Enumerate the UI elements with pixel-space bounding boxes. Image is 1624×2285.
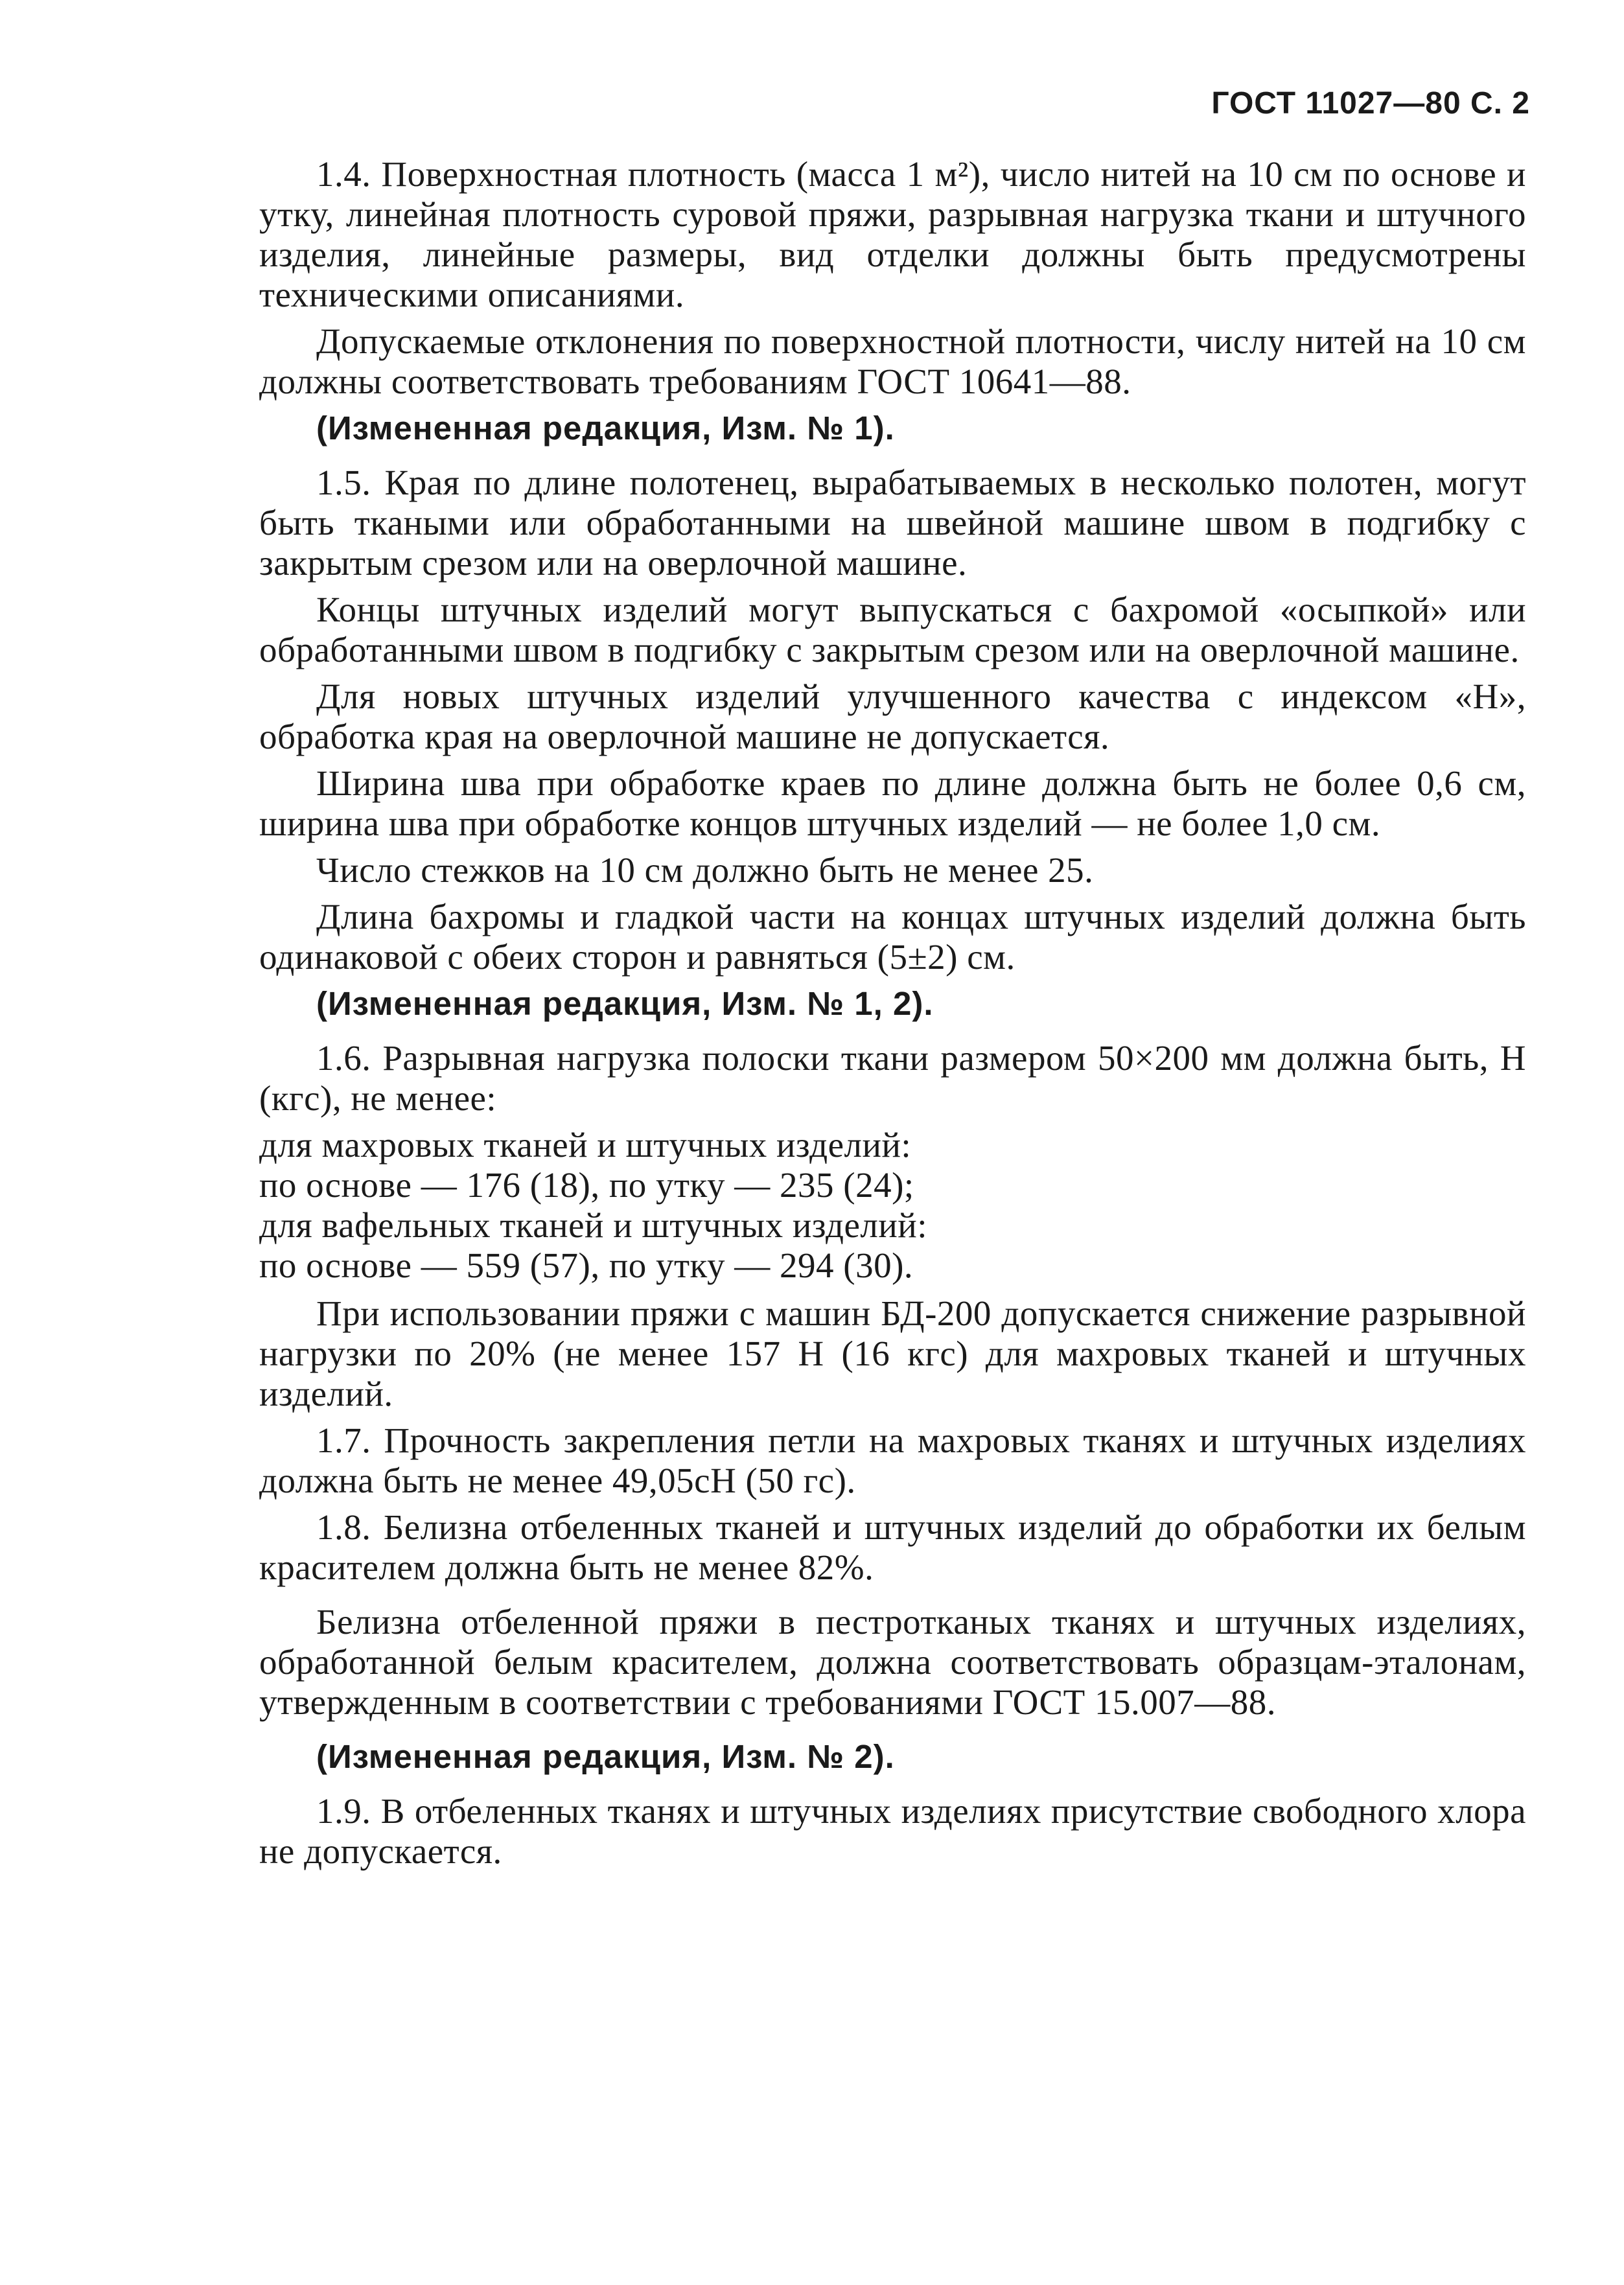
paragraph-1-7: 1.7. Прочность закрепления петли на махровых тканях и штучных изделиях должна быть не менее 49,05сН (50 гс). (259, 1421, 1526, 1500)
page-header: ГОСТ 11027—80 С. 2 (1211, 86, 1530, 121)
paragraph-1-8: 1.8. Белизна отбеленных тканей и штучных изделий до обработки их белым красителем должна быть не менее 82%. (259, 1507, 1526, 1587)
breaking-load-list (259, 1125, 1526, 1286)
paragraph-new-items: Для новых штучных изделий улучшенного качества с индексом «Н», обработка края на оверлочной машине не допускается. (259, 677, 1526, 756)
paragraph-seam-width: Ширина шва при обработке краев по длине должна быть не более 0,6 см, ширина шва при обработке концов штучных изделий — не более 1,0 см. (259, 763, 1526, 843)
document-body (259, 154, 1526, 1878)
paragraph-bd200: При использовании пряжи с машин БД-200 допускается снижение разрывной нагрузки по 20% (не менее 157 Н (16 кгс) для махровых тканей и штучных изделий. (259, 1293, 1526, 1413)
list-item: для вафельных тканей и штучных изделий: (259, 1205, 928, 1245)
list-item: по основе — 176 (18), по утку — 235 (24); (259, 1165, 914, 1205)
paragraph-stitches: Число стежков на 10 см должно быть не менее 25. (316, 850, 1094, 890)
paragraph-deviations: Допускаемые отклонения по поверхностной плотности, числу нитей на 10 см должны соответствовать требованиям ГОСТ 10641—88. (259, 321, 1526, 401)
amendment-note: (Измененная редакция, Изм. № 1). (316, 410, 895, 447)
paragraph-yarn-whiteness: Белизна отбеленной пряжи в пестротканых тканях и штучных изделиях, обработанной белым красителем, должна соответствовать образцам-эталонам, утвержденным в соответствии с требованиями ГОСТ 15.007—88. (259, 1602, 1526, 1722)
paragraph-ends: Концы штучных изделий могут выпускаться с бахромой «осыпкой» или обработанными швом в подгибку с закрытым срезом или на оверлочной машине. (259, 590, 1526, 669)
paragraph-1-9: 1.9. В отбеленных тканях и штучных изделиях присутствие свободного хлора не допускается. (259, 1791, 1526, 1871)
amendment-note: (Измененная редакция, Изм. № 2). (316, 1738, 895, 1775)
paragraph-1-5: 1.5. Края по длине полотенец, вырабатываемых в несколько полотен, могут быть ткаными или обработанными на швейной машине швом в подгибку с закрытым срезом или на оверлочной машине. (259, 463, 1526, 583)
paragraph-1-6: 1.6. Разрывная нагрузка полоски ткани размером 50×200 мм должна быть, Н (кгс), не менее: (259, 1038, 1526, 1118)
list-item: для махровых тканей и штучных изделий: (259, 1125, 912, 1165)
paragraph-1-4: 1.4. Поверхностная плотность (масса 1 м²), число нитей на 10 см по основе и утку, линейная плотность суровой пряжи, разрывная нагрузка ткани и штучного изделия, линейные размеры, вид отделки должны быть предусмотрены техническими описаниями. (259, 154, 1526, 314)
paragraph-fringe: Длина бахромы и гладкой части на концах штучных изделий должна быть одинаковой с обеих сторон и равняться (5±2) см. (259, 897, 1526, 977)
list-item: по основе — 559 (57), по утку — 294 (30). (259, 1246, 914, 1285)
amendment-note: (Измененная редакция, Изм. № 1, 2). (316, 985, 934, 1022)
